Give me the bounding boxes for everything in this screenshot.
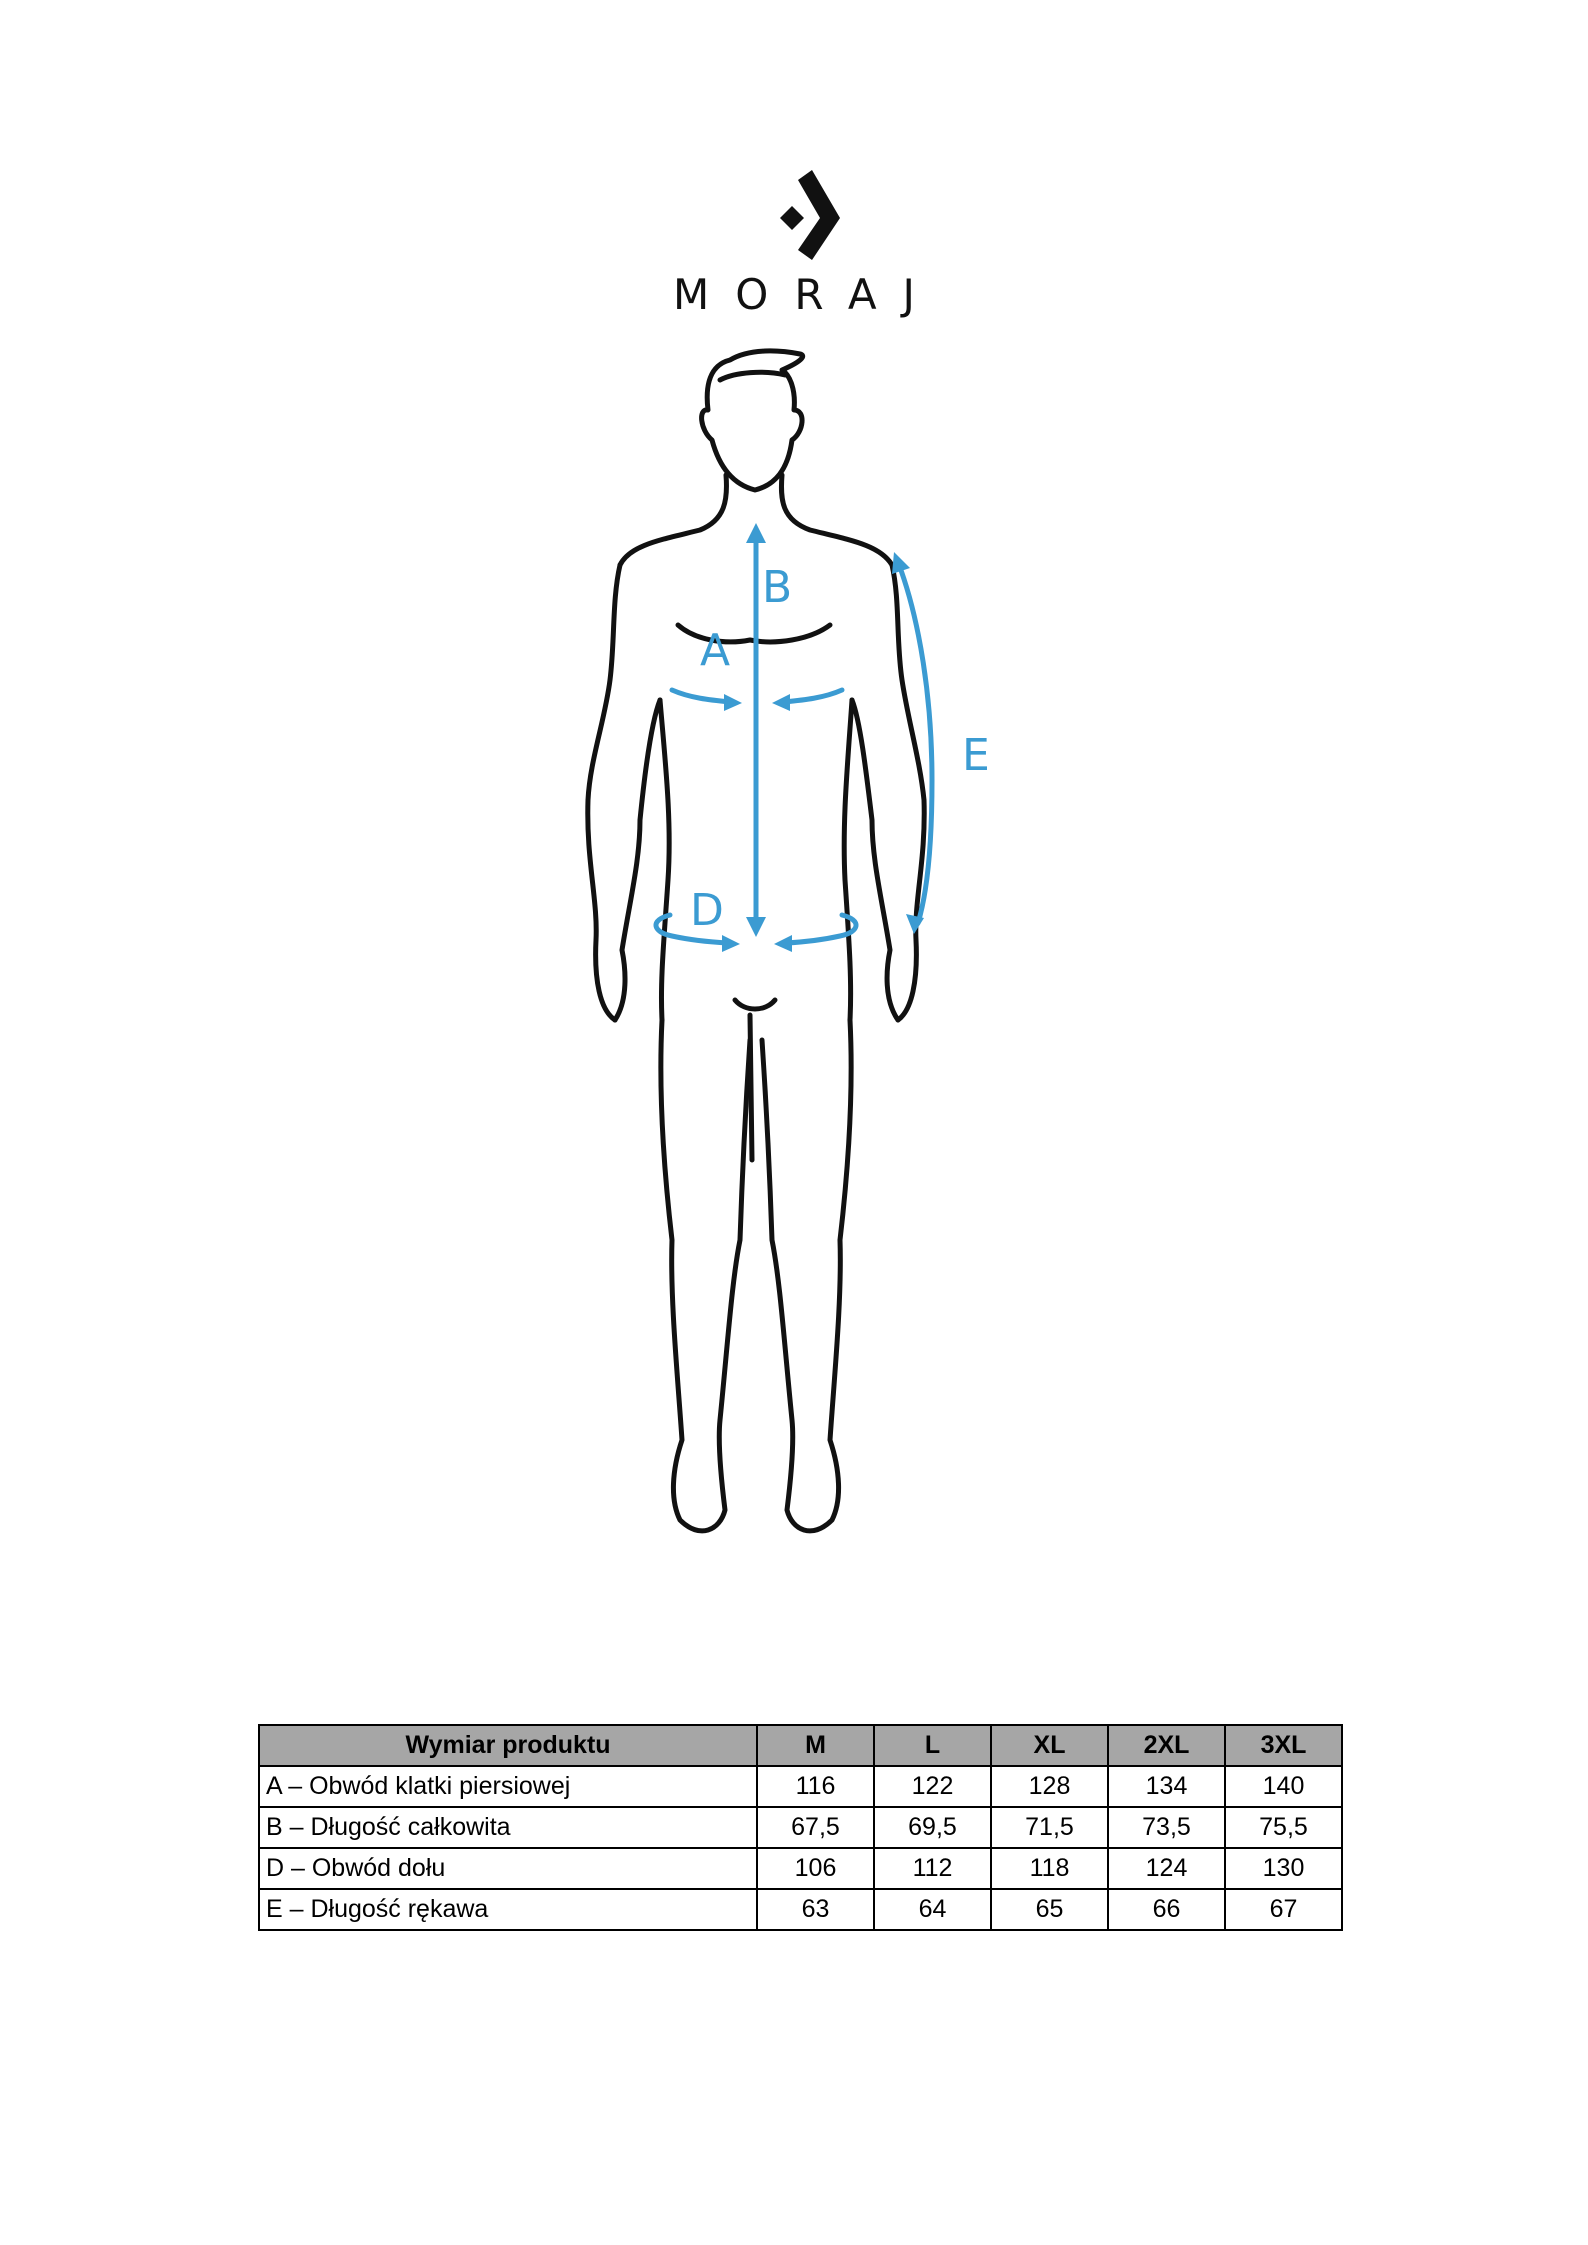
arrow-right-icon (722, 935, 740, 952)
label-e: E (962, 730, 990, 781)
arrow-right-icon (724, 694, 742, 711)
arrow-left-icon (772, 694, 790, 711)
arrow-down-icon (746, 917, 766, 937)
row-label: A – Obwód klatki piersiowej (259, 1766, 757, 1807)
table-cell: 63 (757, 1889, 874, 1930)
table-cell: 64 (874, 1889, 991, 1930)
brand-logo-icon (740, 170, 860, 260)
table-cell: 140 (1225, 1766, 1342, 1807)
row-label: E – Długość rękawa (259, 1889, 757, 1930)
body-measurement-diagram (560, 340, 1040, 1550)
table-cell: 128 (991, 1766, 1108, 1807)
table-cell: 124 (1108, 1848, 1225, 1889)
table-row (259, 1889, 1342, 1930)
arrow-up-icon (892, 552, 910, 574)
row-label: D – Obwód dołu (259, 1848, 757, 1889)
arrow-up-icon (746, 523, 766, 543)
arrow-left-icon (774, 935, 792, 952)
label-d: D (690, 885, 724, 936)
table-header-row (259, 1725, 1342, 1766)
label-a: A (700, 625, 731, 676)
header-size-2xl: 2XL (1108, 1725, 1225, 1766)
table-row (259, 1807, 1342, 1848)
header-size-l: L (874, 1725, 991, 1766)
table-cell: 73,5 (1108, 1807, 1225, 1848)
table-cell: 118 (991, 1848, 1108, 1889)
label-b: B (762, 562, 793, 613)
header-size-3xl: 3XL (1225, 1725, 1342, 1766)
table-cell: 67,5 (757, 1807, 874, 1848)
header-size-m: M (757, 1725, 874, 1766)
header-dimension: Wymiar produktu (259, 1725, 757, 1766)
table-cell: 69,5 (874, 1807, 991, 1848)
table-cell: 75,5 (1225, 1807, 1342, 1848)
table-row (259, 1766, 1342, 1807)
brand-name: MORAJ (673, 270, 941, 319)
chest-line-a (672, 690, 730, 702)
table-cell: 71,5 (991, 1807, 1108, 1848)
table-cell: 65 (991, 1889, 1108, 1930)
size-chart-table (258, 1724, 1343, 1931)
table-cell: 134 (1108, 1766, 1225, 1807)
table-cell: 122 (874, 1766, 991, 1807)
table-cell: 112 (874, 1848, 991, 1889)
row-label: B – Długość całkowita (259, 1807, 757, 1848)
table-row (259, 1848, 1342, 1889)
table-cell: 116 (757, 1766, 874, 1807)
table-cell: 130 (1225, 1848, 1342, 1889)
table-cell: 67 (1225, 1889, 1342, 1930)
table-cell: 106 (757, 1848, 874, 1889)
header-size-xl: XL (991, 1725, 1108, 1766)
table-cell: 66 (1108, 1889, 1225, 1930)
